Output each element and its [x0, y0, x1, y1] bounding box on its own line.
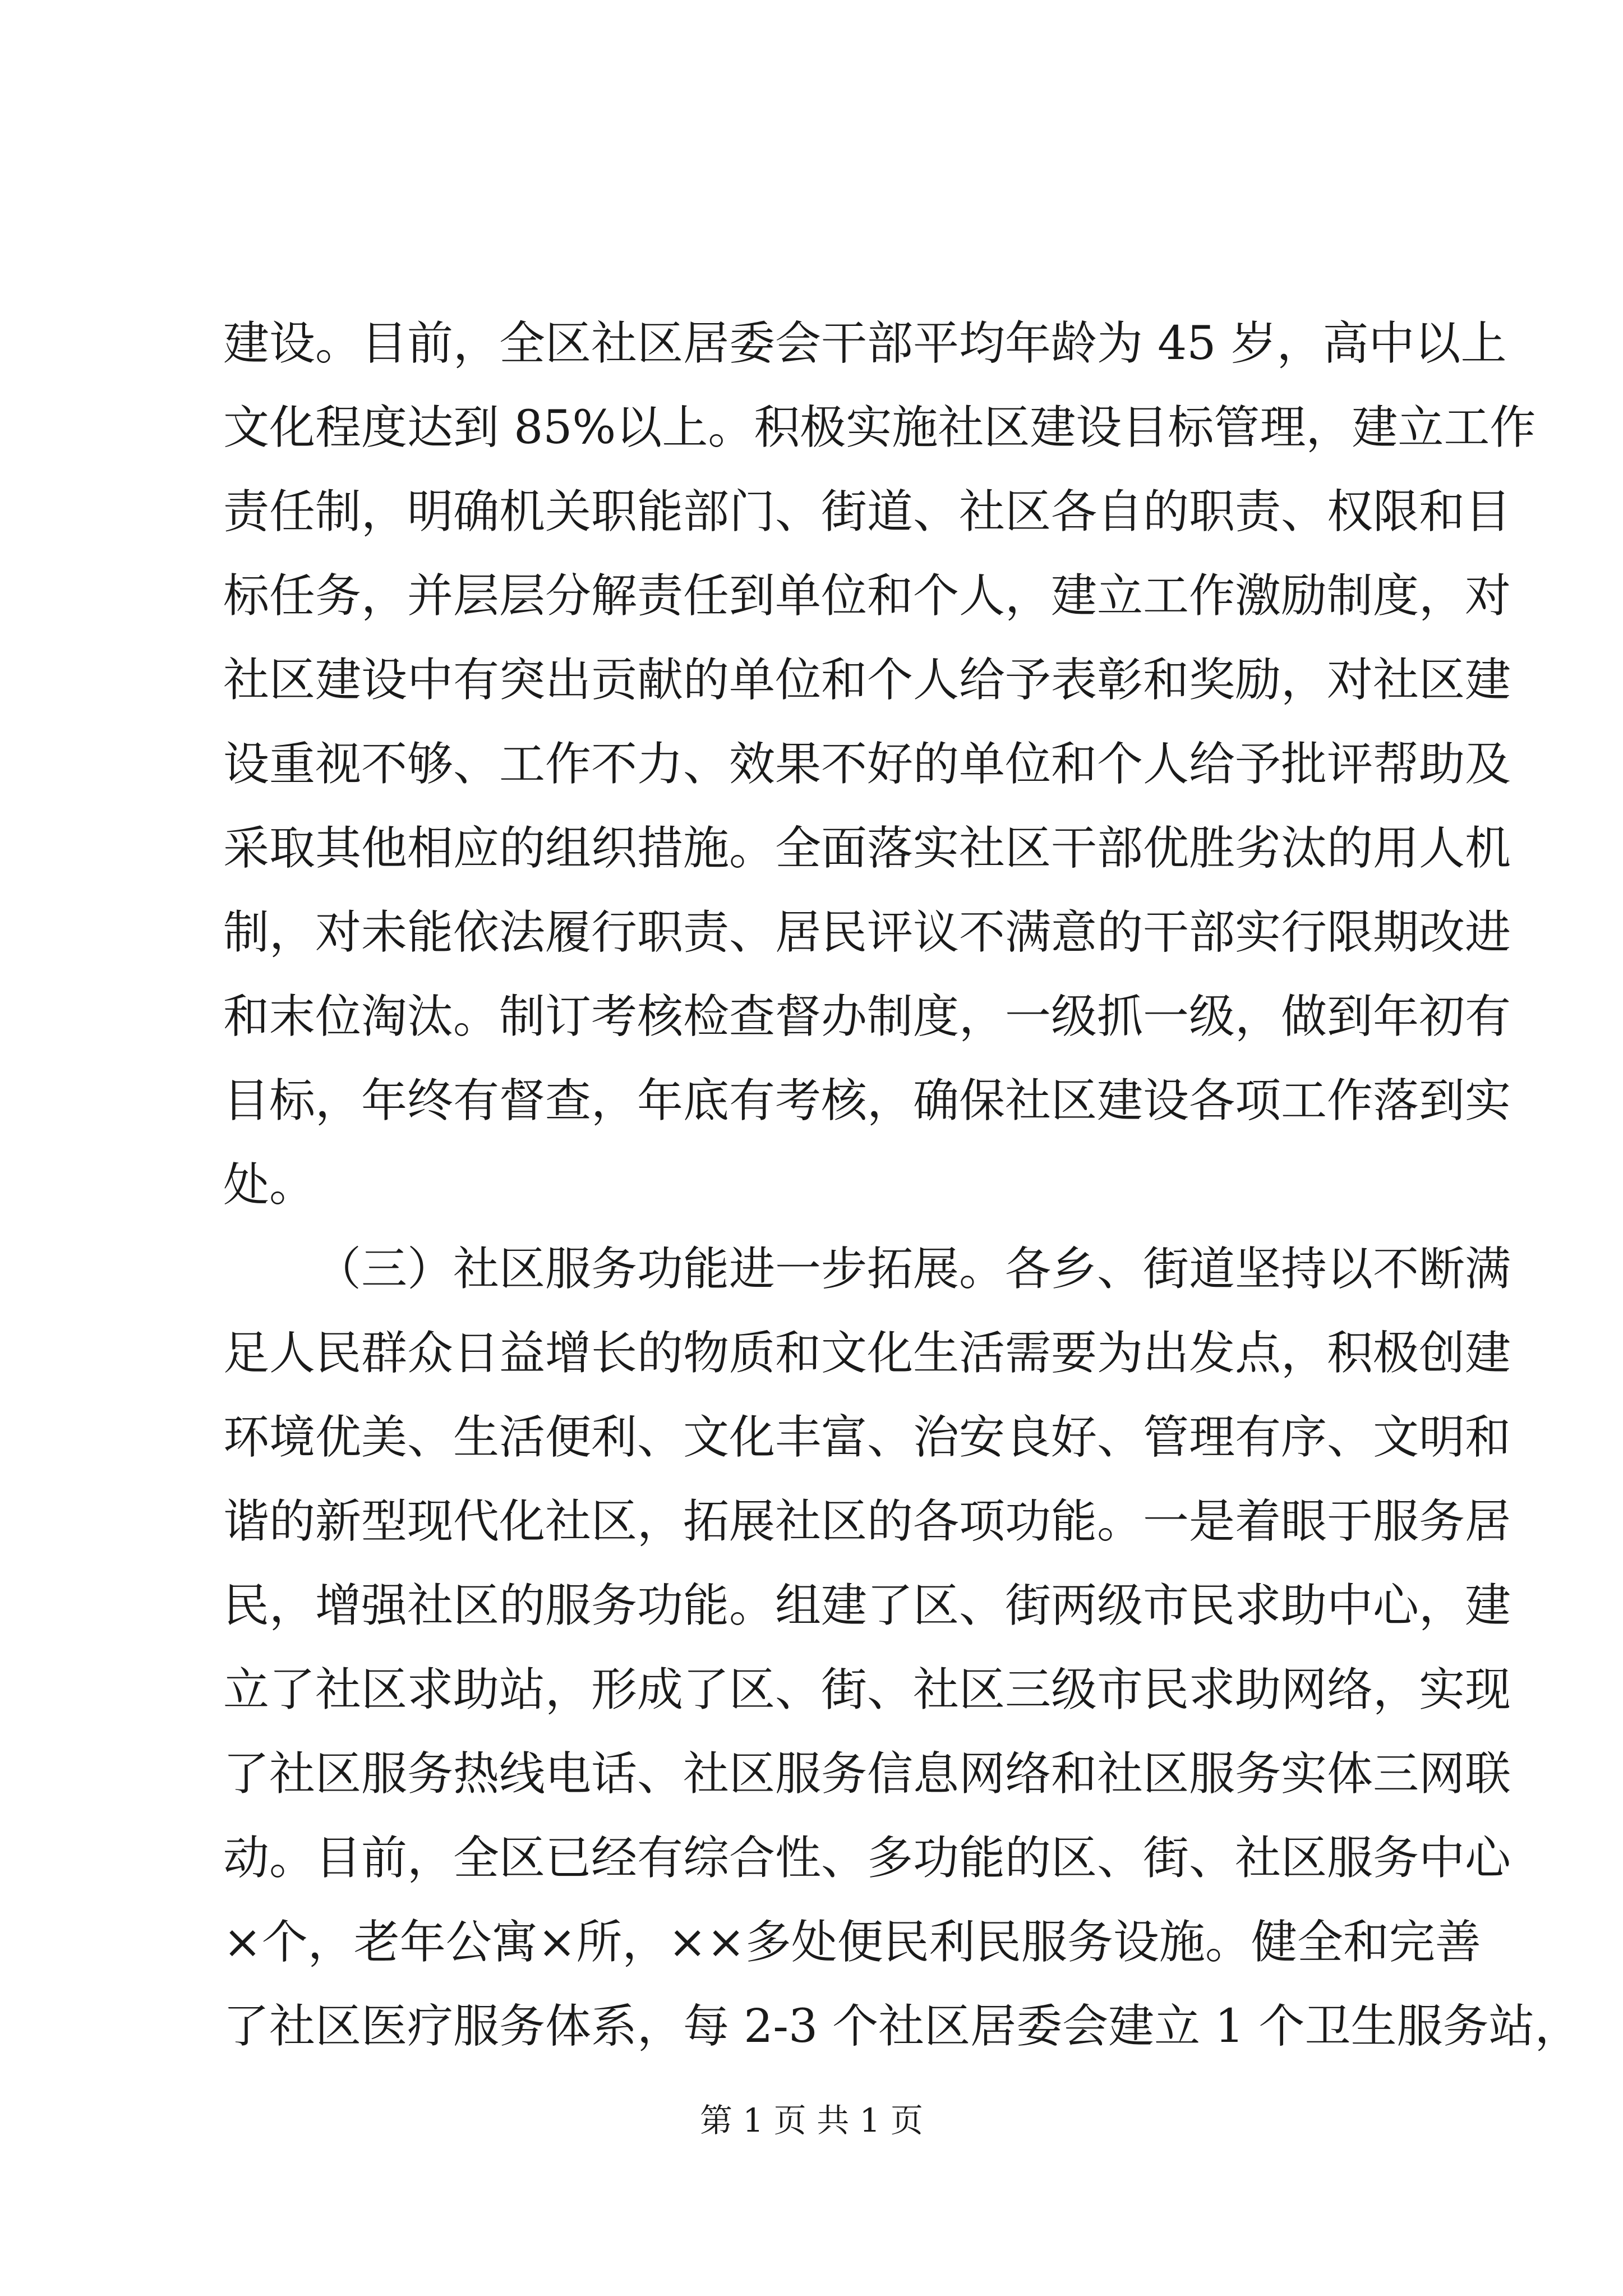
text-line: 文化程度达到 85%以上。积极实施社区建设目标管理，建立工作 [223, 401, 1536, 454]
text-line: 足人民群众日益增长的物质和文化生活需要为出发点，积极创建 [223, 1327, 1511, 1380]
text-line: 采取其他相应的组织措施。全面落实社区干部优胜劣汰的用人机 [223, 822, 1511, 875]
text-line: 制，对未能依法履行职责、居民评议不满意的干部实行限期改进 [223, 906, 1511, 959]
text-line: 目标，年终有督查，年底有考核，确保社区建设各项工作落到实 [223, 1074, 1511, 1128]
text-line: 谐的新型现代化社区，拓展社区的各项功能。一是着眼于服务居 [223, 1495, 1511, 1548]
text-line: 环境优美、生活便利、文化丰富、治安良好、管理有序、文明和 [223, 1411, 1511, 1464]
text-line: ×个，老年公寓×所，××多处便民利民服务设施。健全和完善 [223, 1916, 1481, 1969]
page-footer: 第 1 页 共 1 页 [700, 2101, 923, 2139]
section-heading-line: （三）社区服务功能进一步拓展。各乡、街道坚持以不断满 [315, 1243, 1511, 1296]
text-line: 责任制，明确机关职能部门、街道、社区各自的职责、权限和目 [223, 485, 1511, 539]
text-line: 社区建设中有突出贡献的单位和个人给予表彰和奖励，对社区建 [223, 654, 1511, 707]
text-line: 和末位淘汰。制订考核检查督办制度，一级抓一级，做到年初有 [223, 990, 1511, 1043]
text-line: 了社区服务热线电话、社区服务信息网络和社区服务实体三网联 [223, 1747, 1511, 1801]
text-line: 设重视不够、工作不力、效果不好的单位和个人给予批评帮助及 [223, 738, 1511, 791]
text-line: 标任务，并层层分解责任到单位和个人，建立工作激励制度，对 [223, 569, 1511, 623]
text-line: 民，增强社区的服务功能。组建了区、街两级市民求助中心，建 [223, 1579, 1511, 1632]
text-line: 动。目前，全区已经有综合性、多功能的区、街、社区服务中心 [223, 1832, 1511, 1885]
body-text [223, 302, 1581, 2069]
text-line: 建设。目前，全区社区居委会干部平均年龄为 45 岁，高中以上 [223, 317, 1507, 370]
text-line: 了社区医疗服务体系，每 2-3 个社区居委会建立 1 个卫生服务站， [223, 2000, 1581, 2053]
text-line: 立了社区求助站，形成了区、街、社区三级市民求助网络，实现 [223, 1663, 1511, 1717]
text-line: 处。 [223, 1158, 316, 1212]
